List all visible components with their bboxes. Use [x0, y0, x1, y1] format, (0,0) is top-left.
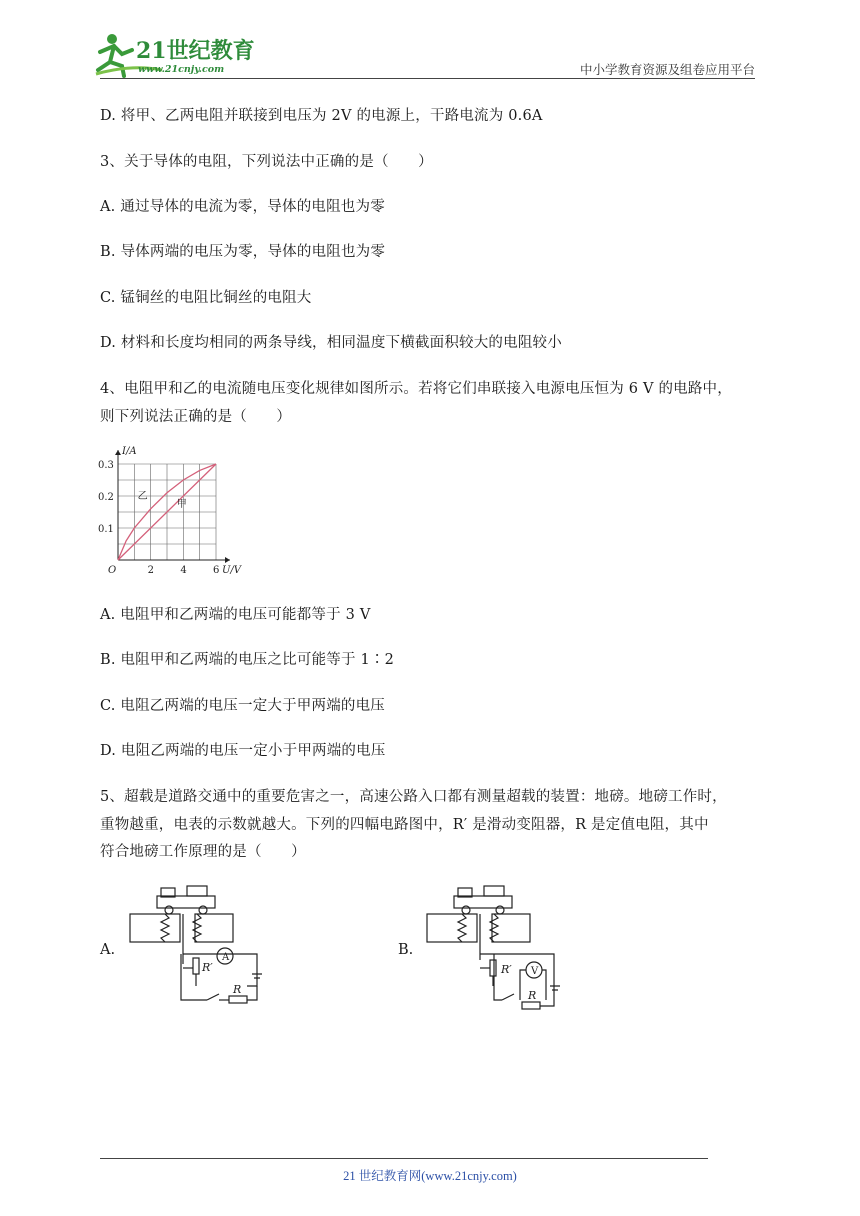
footer-divider [100, 1158, 708, 1159]
svg-text:21世纪教育: 21世纪教育 [136, 38, 255, 64]
q3-option-c: C. 锰铜丝的电阻比铜丝的电阻大 [100, 290, 312, 306]
q2-option-d: D. 将甲、乙两电阻并联接到电压为 2V 的电源上，干路电流为 0.6A [100, 108, 543, 124]
site-logo [92, 30, 262, 80]
truck-icon [157, 886, 215, 914]
site-tagline: 中小学教育资源及组卷应用平台 [579, 62, 755, 77]
circuit-diagram-b [422, 882, 572, 1010]
x-axis-title: U/V [222, 565, 242, 576]
svg-text:V: V [531, 966, 539, 977]
rheostat-icon [193, 958, 199, 974]
q4-option-a: A. 电阻甲和乙两端的电压可能都等于 3 V [100, 607, 371, 623]
q5-option-a-label: A. [100, 942, 116, 958]
q5-stem-line2: 重物越重，电表的示数就越大。下列的四幅电路图中，R′ 是滑动变阻器，R 是定值电阻，其中 [100, 817, 709, 833]
origin-label: O [108, 565, 117, 576]
q5-option-b-label: B. [398, 942, 414, 958]
svg-text:R: R [233, 983, 242, 996]
q5-stem-line3: 符合地磅工作原理的是（ ） [100, 844, 306, 860]
svg-text:A: A [222, 952, 230, 963]
q5-stem-line1: 5、超载是道路交通中的重要危害之一，高速公路入口都有测量超载的装置：地磅。地磅工作时， [100, 789, 727, 805]
x-tick-label: 4 [180, 565, 187, 576]
q4-stem-line1: 4、电阻甲和乙的电流随电压变化规律如图所示。若将它们串联接入电源电压恒为 6 V 的电路中， [100, 381, 732, 397]
truck-icon [454, 886, 512, 914]
q4-option-b: B. 电阻甲和乙两端的电压之比可能等于 1∶2 [100, 652, 395, 668]
switch-icon [502, 994, 514, 1000]
series-label-jia: 甲 [176, 499, 187, 511]
y-tick-label: 0.2 [98, 492, 114, 503]
x-tick-label: 6 [213, 565, 220, 576]
svg-text:www.21cnjy.com: www.21cnjy.com [138, 64, 225, 75]
y-tick-label: 0.1 [98, 524, 114, 535]
footer-link[interactable]: 21 世纪教育网(www.21cnjy.com) [343, 1169, 517, 1183]
q3-option-a: A. 通过导体的电流为零，导体的电阻也为零 [100, 199, 385, 215]
q4-stem-line2: 则下列说法正确的是（ ） [100, 409, 292, 425]
q4-option-d: D. 电阻乙两端的电压一定小于甲两端的电压 [100, 743, 386, 759]
q4-option-c: C. 电阻乙两端的电压一定大于甲两端的电压 [100, 698, 385, 714]
y-axis-arrow [115, 450, 121, 455]
y-tick-label: 0.3 [98, 460, 114, 471]
circuit-diagram-a [125, 882, 275, 1010]
switch-icon [207, 994, 219, 1000]
x-tick-label: 2 [147, 565, 155, 576]
series-label-yi: 乙 [137, 491, 148, 503]
resistor-icon [522, 1002, 540, 1009]
q3-option-d: D. 材料和长度均相同的两条导线，相同温度下横截面积较大的电阻较小 [100, 335, 562, 351]
iu-chart [98, 440, 258, 580]
q3-stem: 3、关于导体的电阻，下列说法中正确的是（ ） [100, 154, 433, 170]
battery-icon [550, 986, 560, 990]
svg-text:R′: R′ [501, 963, 512, 976]
header-divider [100, 78, 755, 79]
y-axis-title: I/A [122, 446, 137, 457]
rheostat-icon [490, 960, 496, 976]
q3-option-b: B. 导体两端的电压为零，导体的电阻也为零 [100, 244, 386, 260]
svg-text:R: R [528, 989, 537, 1002]
x-axis-arrow [225, 557, 230, 563]
resistor-icon [229, 996, 247, 1003]
svg-text:R′: R′ [202, 961, 213, 974]
